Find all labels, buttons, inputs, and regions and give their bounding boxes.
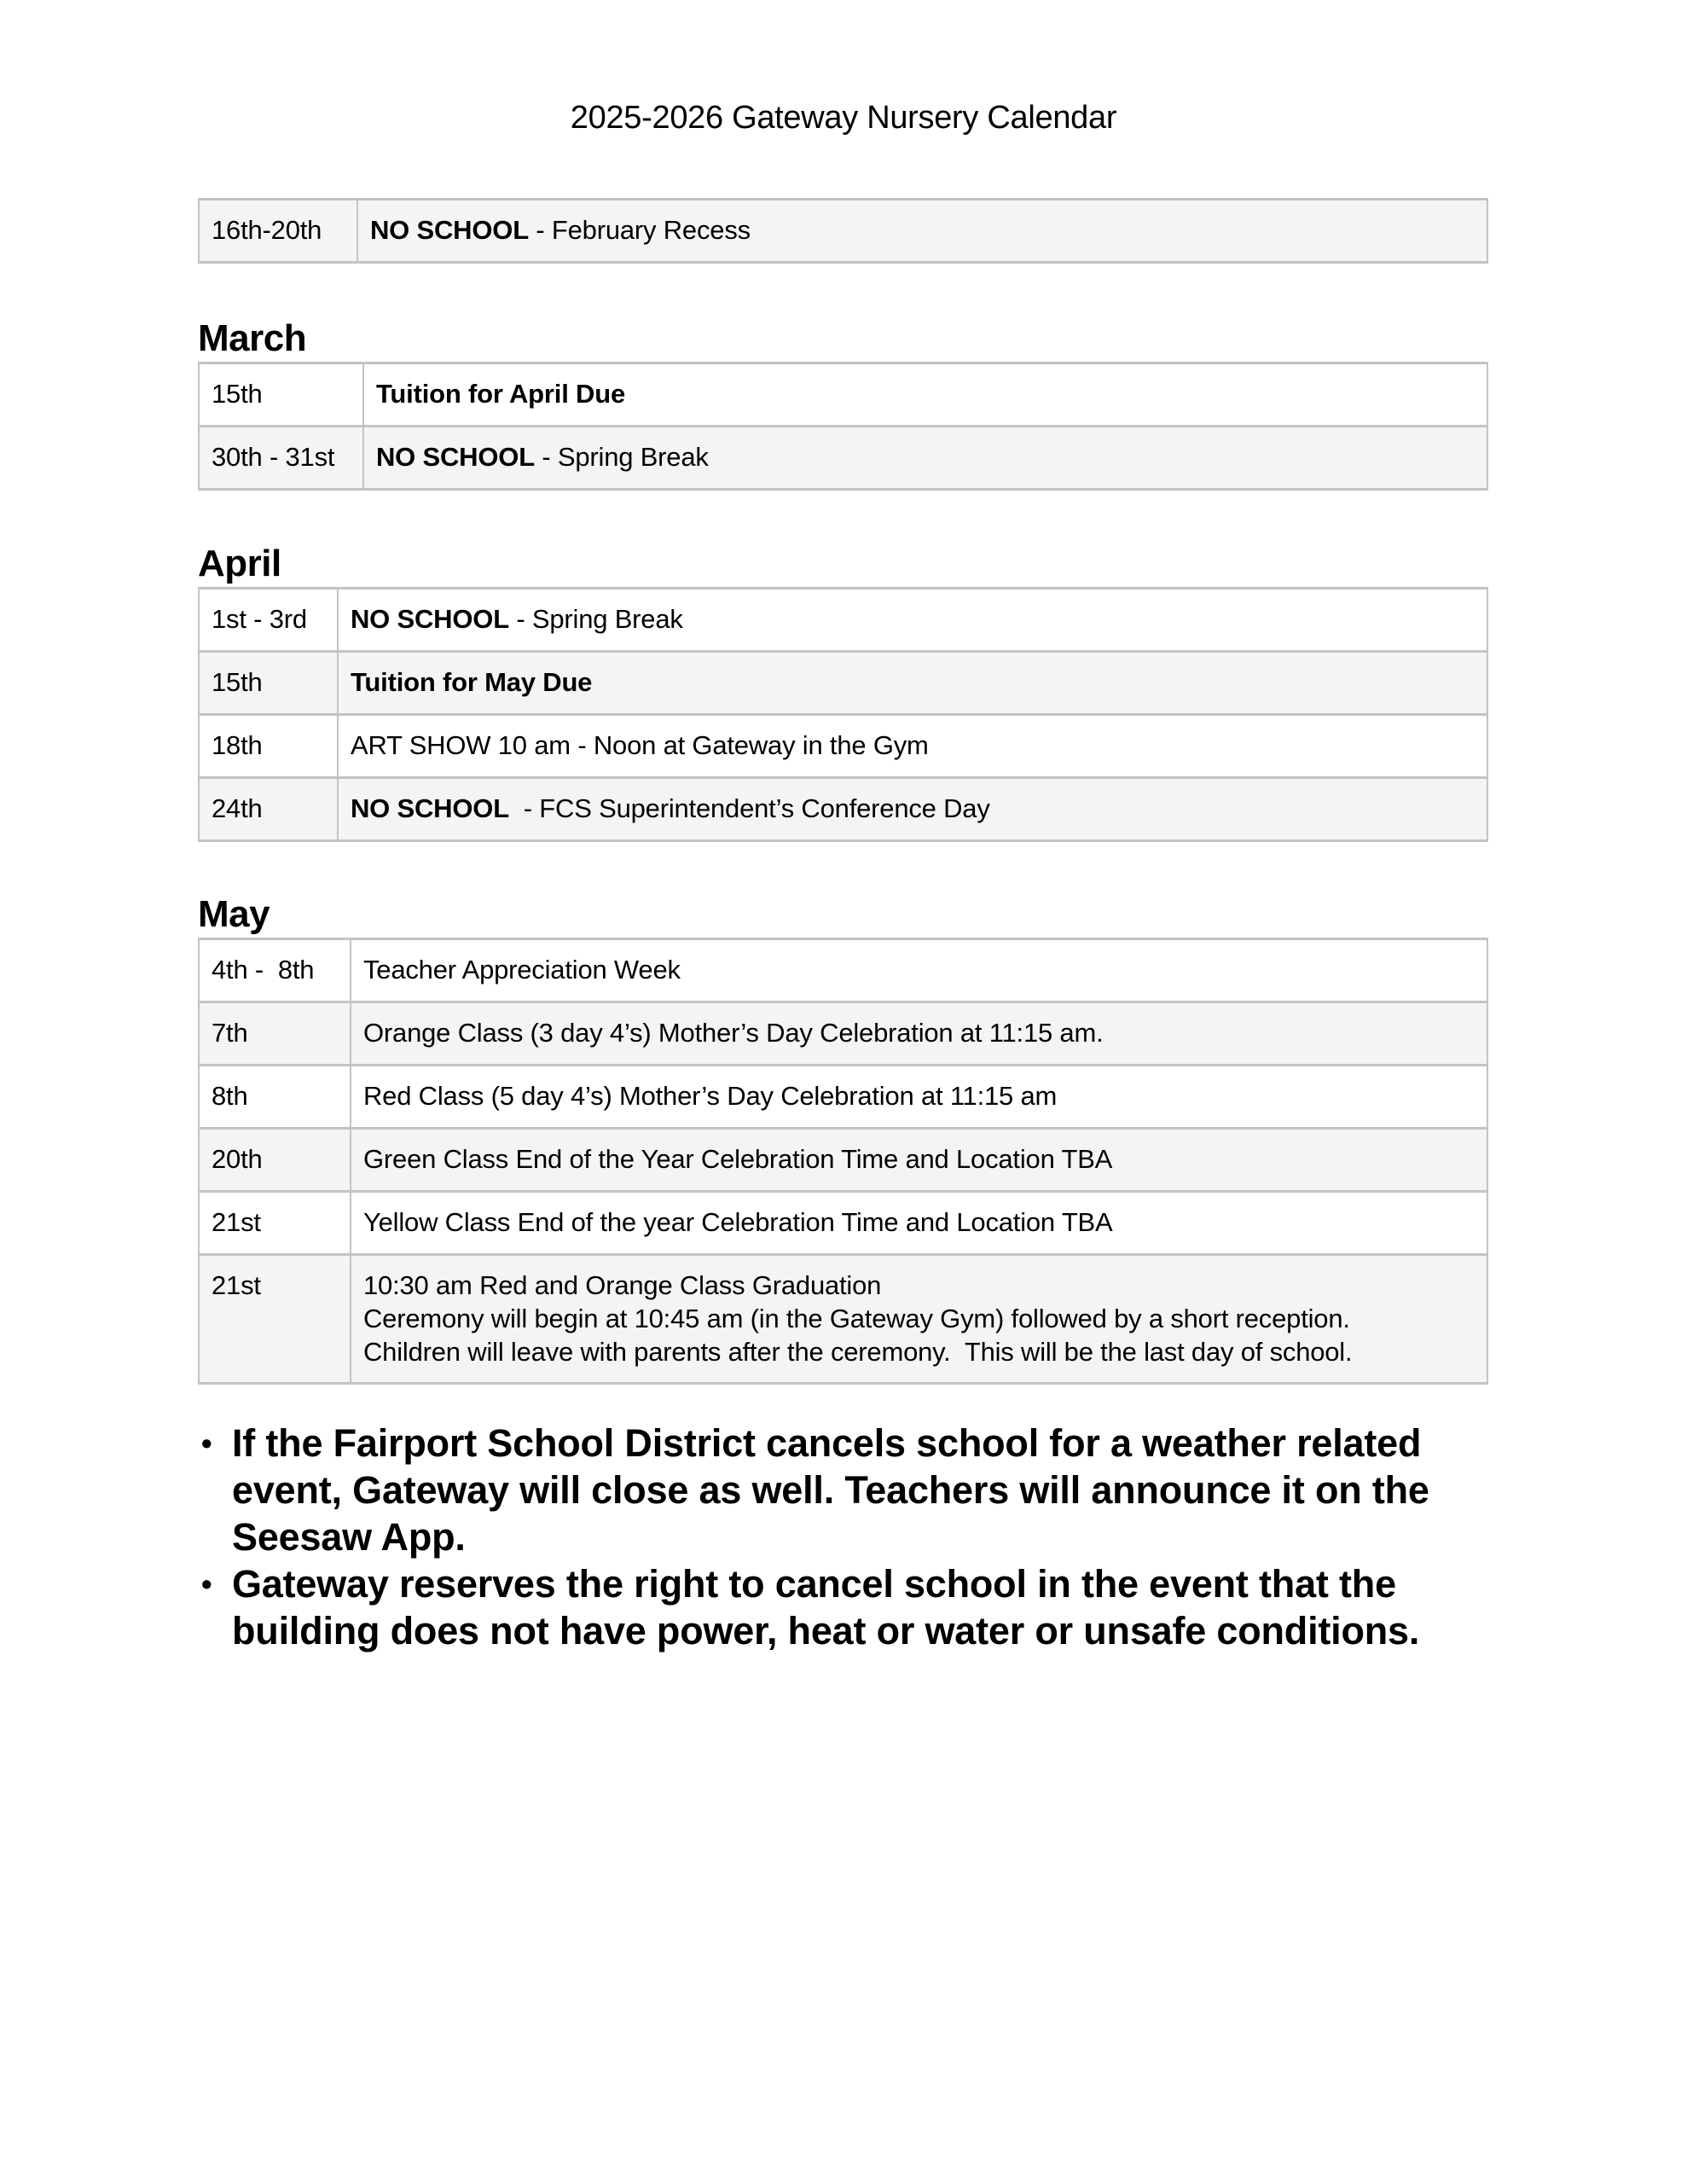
- event-bold: NO SCHOOL: [351, 604, 509, 634]
- event-cell: [357, 200, 1487, 263]
- table-row: [199, 363, 1487, 427]
- date-cell: 15th: [199, 363, 363, 427]
- event-line: 10:30 am Red and Orange Class Graduation: [363, 1270, 882, 1300]
- date-cell: 21st: [199, 1255, 351, 1384]
- month-heading-april: April: [198, 543, 281, 584]
- event-line: Children will leave with parents after the ceremony. This will be the last day of school.: [363, 1337, 1353, 1367]
- date-cell: 16th-20th: [199, 200, 357, 263]
- table-row: [199, 939, 1487, 1002]
- bullet-icon: •: [201, 1566, 212, 1601]
- february-section: [198, 198, 1488, 264]
- may-section: [198, 893, 1488, 1385]
- february-table: [198, 198, 1488, 264]
- event-text: - Spring Break: [508, 604, 683, 634]
- table-row: [199, 200, 1487, 263]
- march-table: [198, 362, 1488, 491]
- table-row: [199, 1255, 1487, 1384]
- table-row: [199, 652, 1487, 715]
- event-cell: Green Class End of the Year Celebration Time and Location TBA: [351, 1129, 1487, 1192]
- event-bold: NO SCHOOL: [351, 793, 509, 823]
- event-cell: Red Class (5 day 4’s) Mother’s Day Celebration at 11:15 am: [351, 1066, 1487, 1129]
- event-cell: Yellow Class End of the year Celebration Time and Location TBA: [351, 1192, 1487, 1255]
- april-table: [198, 587, 1488, 842]
- event-text: - February Recess: [528, 215, 751, 245]
- table-row: [199, 1192, 1487, 1255]
- note-text: Gateway reserves the right to cancel school in the event that the building does not have power, heat or water or unsafe conditions.: [232, 1562, 1420, 1653]
- table-row: [199, 1002, 1487, 1066]
- event-text: ART SHOW 10 am - Noon at Gateway in the Gym: [351, 730, 929, 760]
- table-row: [199, 715, 1487, 778]
- event-cell: [338, 589, 1487, 652]
- table-row: [199, 778, 1487, 841]
- table-row: [199, 1066, 1487, 1129]
- event-cell: [338, 715, 1487, 778]
- event-text: - FCS Superintendent’s Conference Day: [508, 793, 990, 823]
- event-text: - Spring Break: [534, 442, 709, 472]
- note-item: [198, 1420, 1477, 1560]
- event-bold: Tuition for May Due: [351, 667, 593, 697]
- event-cell: [363, 427, 1487, 490]
- page-title: 2025-2026 Gateway Nursery Calendar: [570, 100, 1117, 136]
- table-row: [199, 1129, 1487, 1192]
- date-cell: 18th: [199, 715, 338, 778]
- event-line: Ceremony will begin at 10:45 am (in the Gateway Gym) followed by a short reception.: [363, 1304, 1350, 1333]
- event-cell: [363, 363, 1487, 427]
- date-cell: 30th - 31st: [199, 427, 363, 490]
- april-section: [198, 543, 1488, 842]
- date-cell: 8th: [199, 1066, 351, 1129]
- event-bold: NO SCHOOL: [376, 442, 535, 472]
- may-table: [198, 938, 1488, 1385]
- note-item: [198, 1560, 1477, 1654]
- month-heading-may: May: [198, 893, 270, 935]
- note-text: If the Fairport School District cancels school for a weather related event, Gateway will close as well. Teachers will announce it on the Seesaw App.: [232, 1421, 1429, 1559]
- march-section: [198, 317, 1488, 491]
- date-cell: 7th: [199, 1002, 351, 1066]
- table-row: [199, 427, 1487, 490]
- date-cell: 21st: [199, 1192, 351, 1255]
- notes-list: [198, 1420, 1477, 1654]
- event-cell: [338, 652, 1487, 715]
- event-cell: [351, 1255, 1487, 1384]
- month-heading-march: March: [198, 317, 307, 359]
- date-cell: 4th - 8th: [199, 939, 351, 1002]
- event-bold: NO SCHOOL: [370, 215, 529, 245]
- date-cell: 15th: [199, 652, 338, 715]
- event-cell: [338, 778, 1487, 841]
- date-cell: 20th: [199, 1129, 351, 1192]
- table-row: [199, 589, 1487, 652]
- event-cell: Orange Class (3 day 4’s) Mother’s Day Celebration at 11:15 am.: [351, 1002, 1487, 1066]
- bullet-icon: •: [201, 1426, 212, 1461]
- date-cell: 24th: [199, 778, 338, 841]
- event-bold: Tuition for April Due: [376, 379, 625, 409]
- event-cell: Teacher Appreciation Week: [351, 939, 1487, 1002]
- date-cell: 1st - 3rd: [199, 589, 338, 652]
